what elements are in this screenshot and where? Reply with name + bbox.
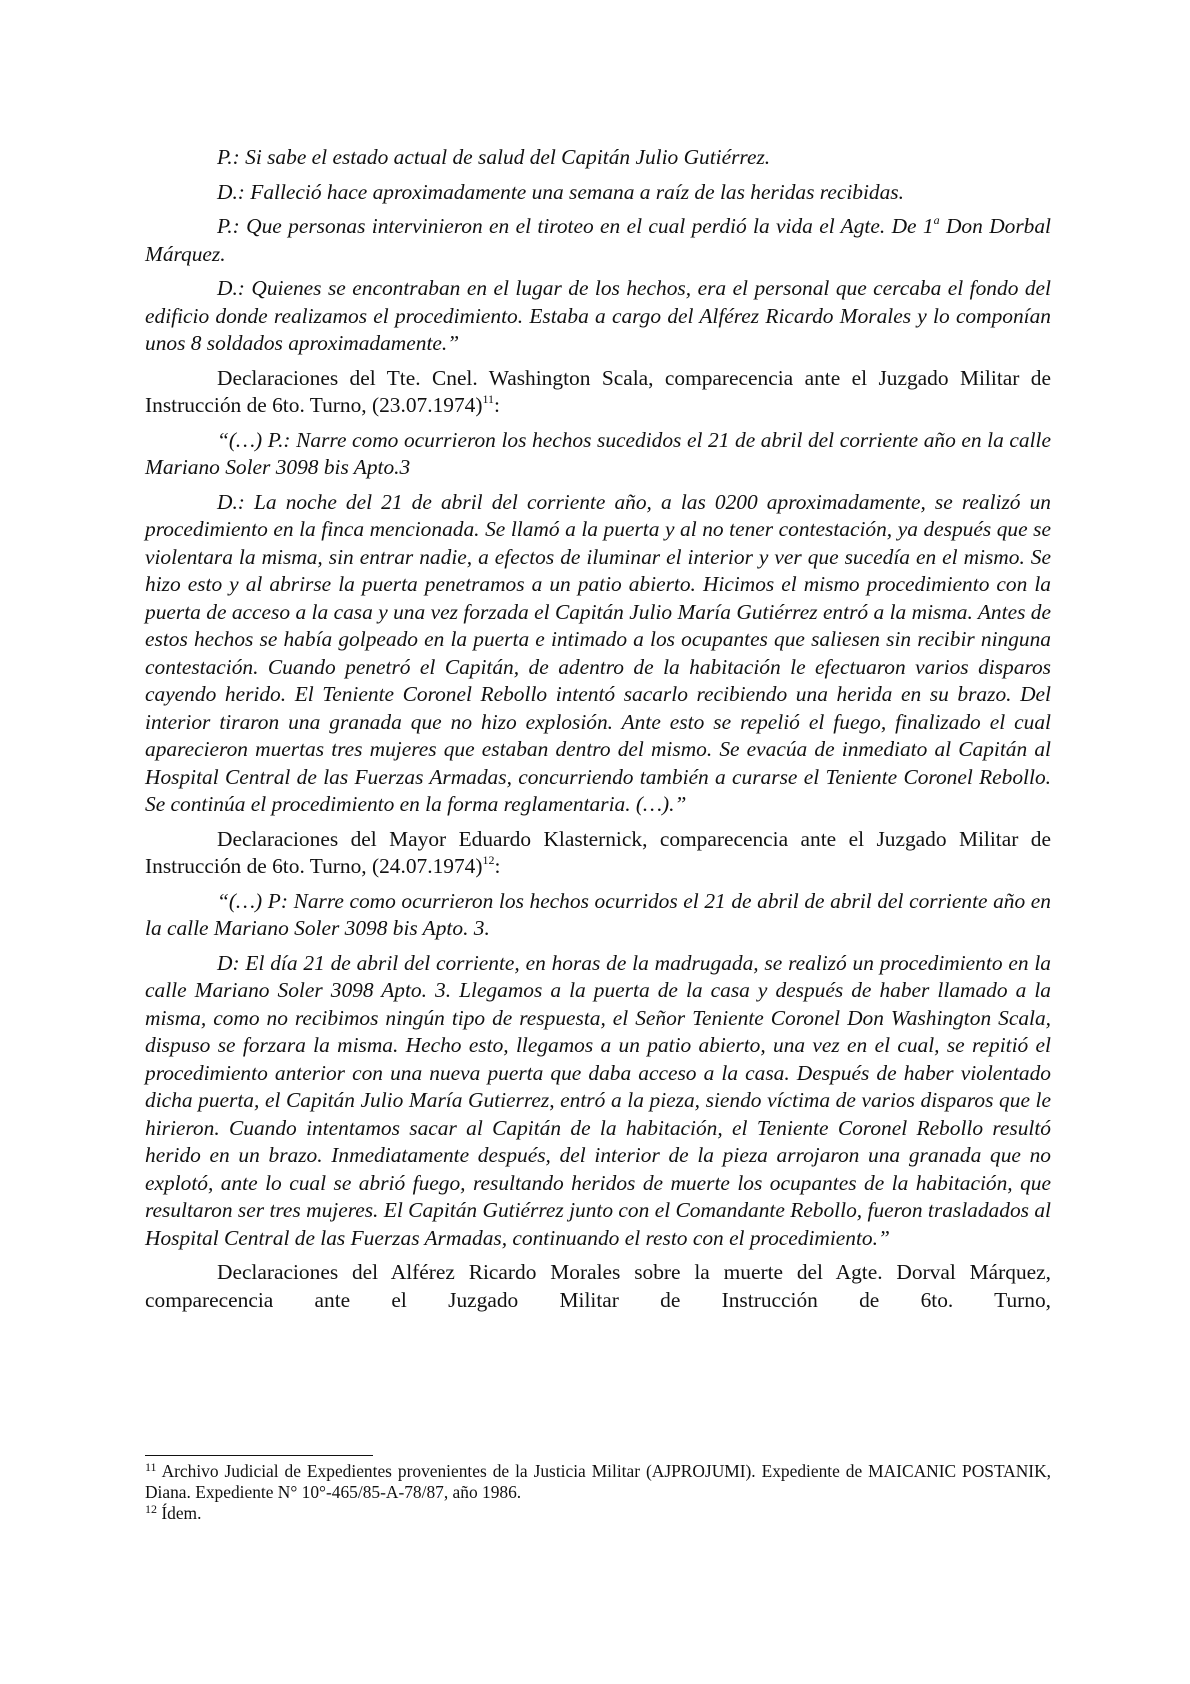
paragraph-question-health: P.: Si sabe el estado actual de salud del Capitán Julio Gutiérrez.: [217, 145, 771, 169]
paragraph-text: :: [494, 393, 500, 417]
paragraph-declaration-scala: [145, 365, 1051, 420]
paragraph-answer-events-klasternick: D: El día 21 de abril del corriente, en horas de la madrugada, se realizó un procedimiento en la calle Mariano Soler 3098 Apto. 3. Llegamos a la puerta de la casa y después de haber llamado a la misma, como no recibimos ningún tipo de respuesta, el Señor Teniente Coronel Don Washington Scala, dispuso se forzara la misma. Hecho esto, llegamos a un patio abierto, una vez en el cual, se repitió el procedimiento anterior con una nueva puerta que daba acceso a la casa. Después de haber violentado dicha puerta, el Capitán Julio María Gutierrez, entró a la pieza, siendo víctima de varios disparos que le hirieron. Cuando intentamos sacar al Capitán de la habitación, el Teniente Coronel Rebollo resultó herido en un brazo. Inmediatamente después, del interior de la pieza arrojaron una granada que no explotó, ante lo cual se abrió fuego, resultando heridos de muerte los ocupantes de la habitación, que resultaron ser tres mujeres. El Capitán Gutiérrez junto con el Comandante Rebollo, fueron trasladados al Hospital Central de las Fuerzas Armadas, continuando el resto con el procedimiento.”: [145, 950, 1051, 1250]
footnote-text: Ídem.: [157, 1503, 202, 1523]
ordinal-superscript: a: [933, 213, 940, 227]
paragraph-declaration-morales: Declaraciones del Alférez Ricardo Morales sobre la muerte del Agte. Dorval Márquez, comparecencia ante el Juzgado Militar de Instrucción de 6to. Turno,: [145, 1260, 1051, 1312]
paragraph-text: Declaraciones del Mayor Eduardo Klasternick, comparecencia ante el Juzgado Militar de Instrucción de 6to. Turno, (24.07.1974): [145, 826, 1051, 878]
footnote-12: [145, 1503, 1051, 1524]
paragraph-text: P.: Que personas intervinieron en el tiroteo en el cual perdió la vida el Agte. De 1: [217, 214, 934, 238]
footnote-number: 11: [145, 1460, 157, 1474]
footnote-reference: 11: [482, 392, 495, 406]
paragraph-answer-personnel: D.: Quienes se encontraban en el lugar de los hechos, era el personal que cercaba el fondo del edificio donde realizamos el procedimiento. Estaba a cargo del Alférez Ricardo Morales y lo componían unos 8 soldados aproximadamente.”: [145, 276, 1051, 355]
footnote-11: [145, 1461, 1051, 1503]
footnotes: [145, 1461, 1051, 1524]
paragraph-answer-death: D.: Falleció hace aproximadamente una semana a raíz de las heridas recibidas.: [217, 179, 904, 204]
footnote-reference: 12: [482, 853, 495, 867]
footnote-text: Archivo Judicial de Expedientes provenientes de la Justicia Militar (AJPROJUMI). Expediente de MAICANIC POSTANIK, Diana. Expediente N° 10°-465/85-A-78/87, año 1986.: [145, 1461, 1051, 1502]
paragraph-question-events-scala: “(…) P.: Narre como ocurrieron los hechos sucedidos el 21 de abril del corriente año en la calle Mariano Soler 3098 bis Apto.3: [145, 427, 1051, 479]
body-text: [145, 144, 1051, 1321]
footnote-number: 12: [145, 1502, 157, 1516]
paragraph-question-events-klasternick: “(…) P: Narre como ocurrieron los hechos ocurridos el 21 de abril de abril del corriente año en la calle Mariano Soler 3098 bis Apto. 3.: [145, 888, 1051, 940]
footnote-separator: [145, 1455, 373, 1456]
paragraph-text: Declaraciones del Tte. Cnel. Washington Scala, comparecencia ante el Juzgado Militar de Instrucción de 6to. Turno, (23.07.1974): [145, 365, 1051, 417]
paragraph-question-shootout: [145, 213, 1051, 268]
paragraph-text: :: [494, 854, 501, 878]
paragraph-declaration-klasternick: [145, 826, 1051, 881]
paragraph-text: Don Dorbal Márquez.: [145, 214, 1051, 266]
paragraph-answer-events-scala: D.: La noche del 21 de abril del corriente año, a las 0200 aproximadamente, se realizó un procedimiento en la finca mencionada. Se llamó a la puerta y al no tener contestación, ya después que se violentara la misma, sin entrar nadie, a efectos de iluminar el interior y ver que sucedía en el mismo. Se hizo esto y al abrirse la puerta penetramos a un patio abierto. Hicimos el mismo procedimiento con la puerta de acceso a la casa y una vez forzada el Capitán Julio María Gutiérrez entró a la misma. Antes de estos hechos se había golpeado en la puerta e intimado a los ocupantes que saliesen sin recibir ninguna contestación. Cuando penetró el Capitán, de adentro de la habitación le efectuaron varios disparos cayendo herido. El Teniente Coronel Rebollo intentó sacarlo recibiendo una herida en su brazo. Del interior tiraron una granada que no hizo explosión. Ante esto se repelió el fuego, finalizado el cual aparecieron muertas tres mujeres que estaban dentro del mismo. Se evacúa de inmediato al Capitán al Hospital Central de las Fuerzas Armadas, concurriendo también a curarse el Teniente Coronel Rebollo. Se continúa el procedimiento en la forma reglamentaria. (…).”: [145, 489, 1051, 816]
